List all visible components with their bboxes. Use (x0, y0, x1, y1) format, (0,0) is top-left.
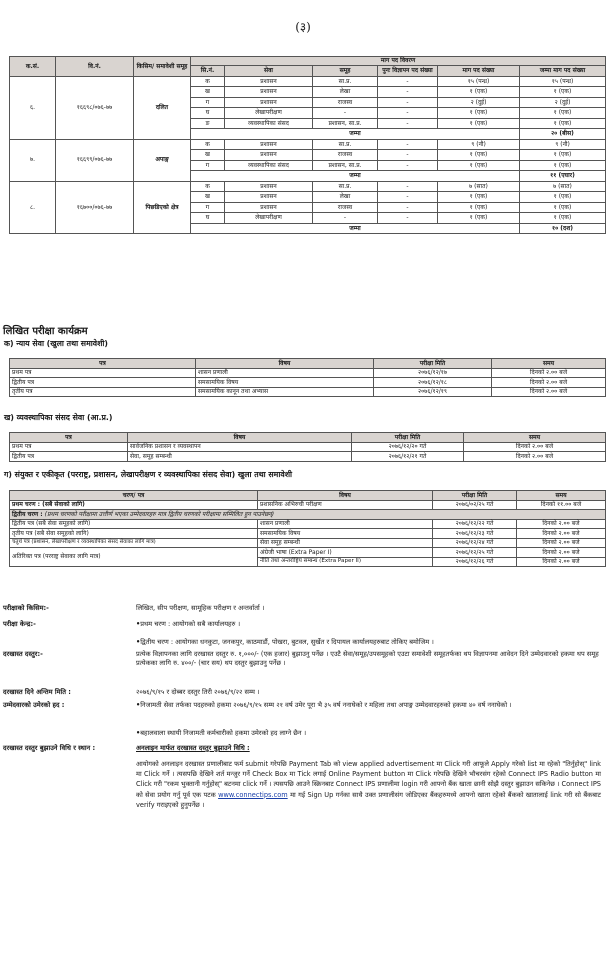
cell-paper: प्रथम पत्र (10, 368, 196, 378)
vacancy-table (9, 56, 606, 234)
cell-time: दिनको २.०० बजे (517, 548, 606, 558)
cell-re: - (378, 108, 438, 119)
cell-re: - (378, 192, 438, 203)
cell-service: प्रशासन (225, 139, 313, 150)
header-group: माग पद विवरण (191, 57, 606, 66)
cell-total: १ (एक) (520, 192, 606, 203)
cell-total: १ (एक) (520, 87, 606, 98)
center-label: परीक्षा केन्द्र:- (3, 620, 36, 628)
header-paper: पत्र (10, 433, 128, 443)
cell-sn: ६. (10, 76, 56, 139)
cell-subject: प्रशासनिक अभिरुची परीक्षण (258, 500, 433, 510)
table-row (10, 529, 606, 539)
cell-posts: १ (एक) (438, 150, 520, 161)
cell-sub: ख (191, 192, 225, 203)
cell-group: राजस्व (313, 202, 378, 213)
header-date: परीक्षा मिति (352, 433, 464, 443)
cell-sub: ख (191, 150, 225, 161)
cell-posts: २ (दुई) (438, 97, 520, 108)
cell-re: - (378, 150, 438, 161)
table-row (10, 76, 606, 87)
cell-total: १५ (पन्ध्र) (520, 76, 606, 87)
header-stage-paper: चरण/ पत्र (10, 491, 258, 501)
cell-re: - (378, 213, 438, 224)
cell-subject: शासन प्रणाली (258, 519, 433, 529)
cell-subject: शासन प्रणाली (196, 368, 374, 378)
stage2-row (10, 510, 606, 520)
cell-posts: १५ (पन्ध्र) (438, 76, 520, 87)
cell-total: १ (एक) (520, 213, 606, 224)
cell-group: प्रशासन, सा.प्र. (313, 118, 378, 129)
cell-total: १ (एक) (520, 150, 606, 161)
cell-time: दिनको २.०० बजे (464, 452, 606, 462)
payment-instructions (136, 759, 601, 810)
cell-service: प्रशासन (225, 150, 313, 161)
header-readvertised: पुनः विज्ञापन पद संख्या (378, 66, 438, 77)
cell-sub: ग (191, 202, 225, 213)
header-subject: विषय (258, 491, 433, 501)
cell-date: २०७६/१२/२४ गते (433, 538, 517, 548)
cell-subject: सेवा, समूह सम्बन्धी (128, 452, 352, 462)
cell-total: १ (एक) (520, 108, 606, 119)
cell-paper: प्रथम पत्र (10, 442, 128, 452)
cell-posts: १ (एक) (438, 202, 520, 213)
payment-heading: अनलाइन मार्फत दरखास्त दस्तुर बुझाउने विधि : (136, 744, 250, 752)
cell-paper: द्वितीय पत्र (10, 378, 196, 388)
cell-type: दलित (134, 76, 191, 139)
cell-group: सा.प्र. (313, 139, 378, 150)
cell-date: २०७६/१२/२२ गते (433, 519, 517, 529)
cell-total: ९ (नौ) (520, 139, 606, 150)
cell-time: दिनको २.०० बजे (492, 378, 606, 388)
cell-date: २०७६/१२/२५ गते (433, 548, 517, 558)
cell-service: व्यवस्थापिका संसद (225, 160, 313, 171)
section-c-title: ग) संयुक्त र एकीकृत (परराष्ट्र, प्रशासन, लेखापरीक्षण र व्यवस्थापिका संसद सेवा) खुला तथा समावेशी (4, 470, 293, 479)
cell-group: लेखा (313, 192, 378, 203)
exam-type-label: परीक्षाको किसिम:- (3, 604, 49, 612)
sum-value: १० (दश) (520, 223, 606, 234)
cell-re: - (378, 139, 438, 150)
table-row (10, 452, 606, 462)
cell-re: - (378, 202, 438, 213)
cell-posts: १ (एक) (438, 160, 520, 171)
cell-subject: समसामयिक कानून तथा अभ्यास (196, 387, 374, 397)
exam-type-value: लिखित, सीप परीक्षण, सामूहिक परीक्षण र अन्तर्वार्ता । (136, 604, 265, 612)
schedule-table-a (9, 358, 606, 397)
fee-value: प्रत्येक विज्ञापनका लागि दरखास्त दस्तुर रु. १,०००/- (एक हजार) बुझाउनु पर्नेछ । एउटै सेवा/समूह/उपसमूहको एउटा समावेशी समूहतर्फका थप विज्ञापनमा आवेदन दिने उम्मेदवारको हकमा थप समूह प्रत्येकका लागि रु. ४००/- (चार सय) थप दस्तुर बुझाउनु पर्नेछ । (136, 650, 599, 667)
cell-sn: ८. (10, 181, 56, 234)
cell-subject: समसामयिक विषय (258, 529, 433, 539)
cell-group: सा.प्र. (313, 76, 378, 87)
stage2-note: (प्रथम चरणको परीक्षामा उत्तीर्ण भएका उम्मेदवारहरु मात्र द्वितीय चरणको परीक्षामा सम्मिलित हुन पाउनेछन्) (44, 510, 275, 518)
cell-sub: घ (191, 108, 225, 119)
cell-service: लेखापरीक्षण (225, 108, 313, 119)
cell-service: प्रशासन (225, 87, 313, 98)
header-subject: विषय (196, 359, 374, 369)
connectips-link[interactable]: www.connectips.com (218, 790, 288, 799)
sum-label: जम्मा (191, 129, 520, 140)
cell-ad-no: १६७००/०७६-७७ (56, 181, 134, 234)
cell-group: सा.प्र. (313, 181, 378, 192)
cell-posts: ७ (सात) (438, 181, 520, 192)
header-paper: पत्र (10, 359, 196, 369)
info-section (3, 604, 603, 904)
cell-sub: क (191, 76, 225, 87)
section-b-title: ख) व्यवस्थापिका संसद सेवा (आ.प्र.) (4, 413, 113, 422)
cell-posts: १ (एक) (438, 213, 520, 224)
table-row (10, 500, 606, 510)
cell-date: २०७६/०२/२५ गते (433, 500, 517, 510)
header-date: परीक्षा मिति (374, 359, 492, 369)
header-sn: क.सं. (10, 57, 56, 77)
deadline-value: २०७६/९/१५ र दोब्बर दस्तुर तिरी २०७६/९/२२ सम्म । (136, 688, 260, 696)
table-row (10, 368, 606, 378)
cell-sub: क (191, 139, 225, 150)
cell-sub: क (191, 181, 225, 192)
sum-value: २० (बीस) (520, 129, 606, 140)
sum-label: जम्मा (191, 223, 520, 234)
cell-subject: समसामयिक विषय (196, 378, 374, 388)
table-row (10, 139, 606, 150)
cell-sn: ७. (10, 139, 56, 181)
schedule-table-b (9, 432, 606, 462)
header-service: सेवा (225, 66, 313, 77)
header-posts: माग पद संख्या (438, 66, 520, 77)
age-limit-2: • बहालवाला स्थायी निजामती कर्मचारीको हकमा उमेरको हद लाग्ने छैन । (136, 729, 601, 738)
age-limit-1: • निजामती सेवा तर्फका पदहरुको हकमा २०७६/९/१५ सम्म २१ वर्ष उमेर पूरा भै ३५ वर्ष ननाघेको र महिला तथा अपाङ्ग उम्मेदवारहरुको हकमा ४० वर्ष ननाघेको । (136, 701, 601, 710)
page-number: (३) (295, 20, 311, 34)
cell-time: दिनको २.०० बजे (492, 387, 606, 397)
header-date: परीक्षा मिति (433, 491, 517, 501)
cell-group: - (313, 108, 378, 119)
cell-group: लेखा (313, 87, 378, 98)
cell-ad-no: १६६९८/०७६-७७ (56, 76, 134, 139)
table-row (10, 442, 606, 452)
cell-paper: तृतीय पत्र (सबै सेवा समूहको लागि) (10, 529, 258, 539)
cell-sub: ग (191, 97, 225, 108)
payment-label: दरखास्त दस्तुर बुझाउने विधि र स्थान : (3, 744, 96, 752)
cell-paper: चतुर्थ पत्र (प्रशासन, लेखापरीक्षण र व्यवस्थापिका संसद सेवाका लागि मात्र) (10, 538, 258, 548)
cell-service: लेखापरीक्षण (225, 213, 313, 224)
cell-sub: ङ (191, 118, 225, 129)
cell-time: दिनको २.०० बजे (464, 442, 606, 452)
cell-ad-no: १६६९९/०७६-७७ (56, 139, 134, 181)
cell-posts: १ (एक) (438, 108, 520, 119)
cell-time: दिनको २.०० बजे (517, 519, 606, 529)
cell-date: २०७६/१२/२१ गते (352, 452, 464, 462)
header-group-col: समूह (313, 66, 378, 77)
cell-service: प्रशासन (225, 76, 313, 87)
header-time: समय (464, 433, 606, 443)
table-row (10, 548, 606, 558)
cell-subject: सार्वजनिक प्रशासन र व्यवस्थापन (128, 442, 352, 452)
written-exam-title: लिखित परीक्षा कार्यक्रम (3, 326, 88, 337)
cell-subject: नीति तथा अन्तर्राष्ट्रिय सम्बन्ध (Extra Paper II) (258, 557, 433, 567)
cell-time: दिनको २.०० बजे (517, 557, 606, 567)
cell-group: राजस्व (313, 97, 378, 108)
cell-re: - (378, 76, 438, 87)
stage2-label: द्वितीय चरण : (12, 510, 43, 518)
cell-service: प्रशासन (225, 97, 313, 108)
cell-date: २०७६/१२/२० गते (352, 442, 464, 452)
header-type: किसिम/ समावेशी समूह (134, 57, 191, 77)
header-time: समय (492, 359, 606, 369)
cell-service: व्यवस्थापिका संसद (225, 118, 313, 129)
cell-date: २०७६/१२/२६ गते (433, 557, 517, 567)
cell-extra-paper: अतिरिक्त पत्र (परराष्ट्र सेवाका लागि मात्र) (10, 548, 258, 567)
age-label: उम्मेदवारको उमेरको हद : (3, 701, 65, 709)
cell-sub: ग (191, 160, 225, 171)
table-row (10, 387, 606, 397)
cell-re: - (378, 160, 438, 171)
cell-time: दिनको २.०० बजे (492, 368, 606, 378)
deadline-label: दरखास्त दिने अन्तिम मिति : (3, 688, 71, 696)
cell-posts: ९ (नौ) (438, 139, 520, 150)
cell-time: दिनको २.०० बजे (517, 538, 606, 548)
payment-text-1: आयोगको अनलाइन दरखास्त प्रणालीबाट फर्म submit गरेपछि Payment Tab को view applied advertisement मा Click गरी आफूले Apply गरेको list मा रहेको "तिर्नुहोस्" link मा Click गर्ने । त्यसपछि देखिने शर्त मन्जुर गर्ने Check Box मा Tick लगाई Online Payment button मा Click गरेपछि देखिने भौचरसंग रहेको Connect IPS Radio button मा Click गरी "रकम भुक्तानी गर्नुहोस्" बटनमा click गर्ने । त्यसपछि आउने स्क्रिनबाट Connect IPS प्रणालीमा login गरी आफ्नो बैंक खाता छानी सोझै दस्तुर बुझाउन सकिनेछ । Connect IPS को सेवा प्रयोग गर्नु पूर्व एक पटक (136, 760, 601, 799)
cell-date: २०७६/१२/१७ (374, 368, 492, 378)
cell-sub: ख (191, 87, 225, 98)
cell-subject: अंग्रेजी भाषा (Extra Paper I) (258, 548, 433, 558)
cell-service: प्रशासन (225, 181, 313, 192)
payment-text-2: मा गई Sign Up गर्नका साथै उक्त प्रणालीसंग जोडिएका बैंकहरुमध्ये आफ्नो खाता रहेको बैंकको खातालाई link गरी सो बैंकबाट verify गराइएको हुनुपर्नेछ । (136, 790, 601, 809)
center-stage1: • प्रथम चरण : आयोगको सबै कार्यालयहरु । (136, 620, 601, 629)
cell-paper: तृतीय पत्र (10, 387, 196, 397)
cell-re: - (378, 118, 438, 129)
center-stage2: • द्वितीय चरण : आयोगका धनकुटा, जनकपुर, काठमाडौं, पोखरा, बुटवल, सुर्खेत र दिपायल कार्यालयहरुबाट तोकिए बमोजिम । (136, 638, 601, 647)
cell-sub: घ (191, 213, 225, 224)
table-row (10, 538, 606, 548)
cell-total: २ (दुई) (520, 97, 606, 108)
cell-subject: सेवा समूह सम्बन्धी (258, 538, 433, 548)
table-row (10, 181, 606, 192)
fee-label: दरखास्त दस्तुर:- (3, 650, 43, 658)
sum-label: जम्मा (191, 171, 520, 182)
cell-posts: १ (एक) (438, 118, 520, 129)
cell-time: दिनको २.०० बजे (517, 529, 606, 539)
header-time: समय (517, 491, 606, 501)
cell-re: - (378, 87, 438, 98)
cell-paper: द्वितीय पत्र (सबै सेवा समूहको लागि) (10, 519, 258, 529)
schedule-table-c (9, 490, 606, 567)
cell-posts: १ (एक) (438, 192, 520, 203)
table-row (10, 378, 606, 388)
cell-group: - (313, 213, 378, 224)
cell-service: प्रशासन (225, 202, 313, 213)
cell-re: - (378, 97, 438, 108)
cell-posts: १ (एक) (438, 87, 520, 98)
cell-stage: प्रथम चरण : (सबै सेवाको लागि) (10, 500, 258, 510)
cell-type: अपाङ्ग (134, 139, 191, 181)
cell-total: ७ (सात) (520, 181, 606, 192)
cell-date: २०७६/१२/१९ (374, 387, 492, 397)
cell-service: प्रशासन (225, 192, 313, 203)
header-ad-no: वि.नं. (56, 57, 134, 77)
table-row (10, 519, 606, 529)
sum-value: ११ (एघार) (520, 171, 606, 182)
cell-total: १ (एक) (520, 160, 606, 171)
cell-re: - (378, 181, 438, 192)
cell-group: राजस्व (313, 150, 378, 161)
header-subject: विषय (128, 433, 352, 443)
cell-total: १ (एक) (520, 118, 606, 129)
section-a-title: क) न्याय सेवा (खुला तथा समावेशी) (4, 339, 108, 348)
cell-time: दिनको ११.०० बजे (517, 500, 606, 510)
cell-type: पिछडिएको क्षेत्र (134, 181, 191, 234)
cell-total: १ (एक) (520, 202, 606, 213)
header-total-posts: जम्मा माग पद संख्या (520, 66, 606, 77)
cell-paper: द्वितीय पत्र (10, 452, 128, 462)
header-sub-sn: सि.नं. (191, 66, 225, 77)
cell-group: प्रशासन, सा.प्र. (313, 160, 378, 171)
cell-date: २०७६/१२/१८ (374, 378, 492, 388)
cell-date: २०७६/१२/२३ गते (433, 529, 517, 539)
